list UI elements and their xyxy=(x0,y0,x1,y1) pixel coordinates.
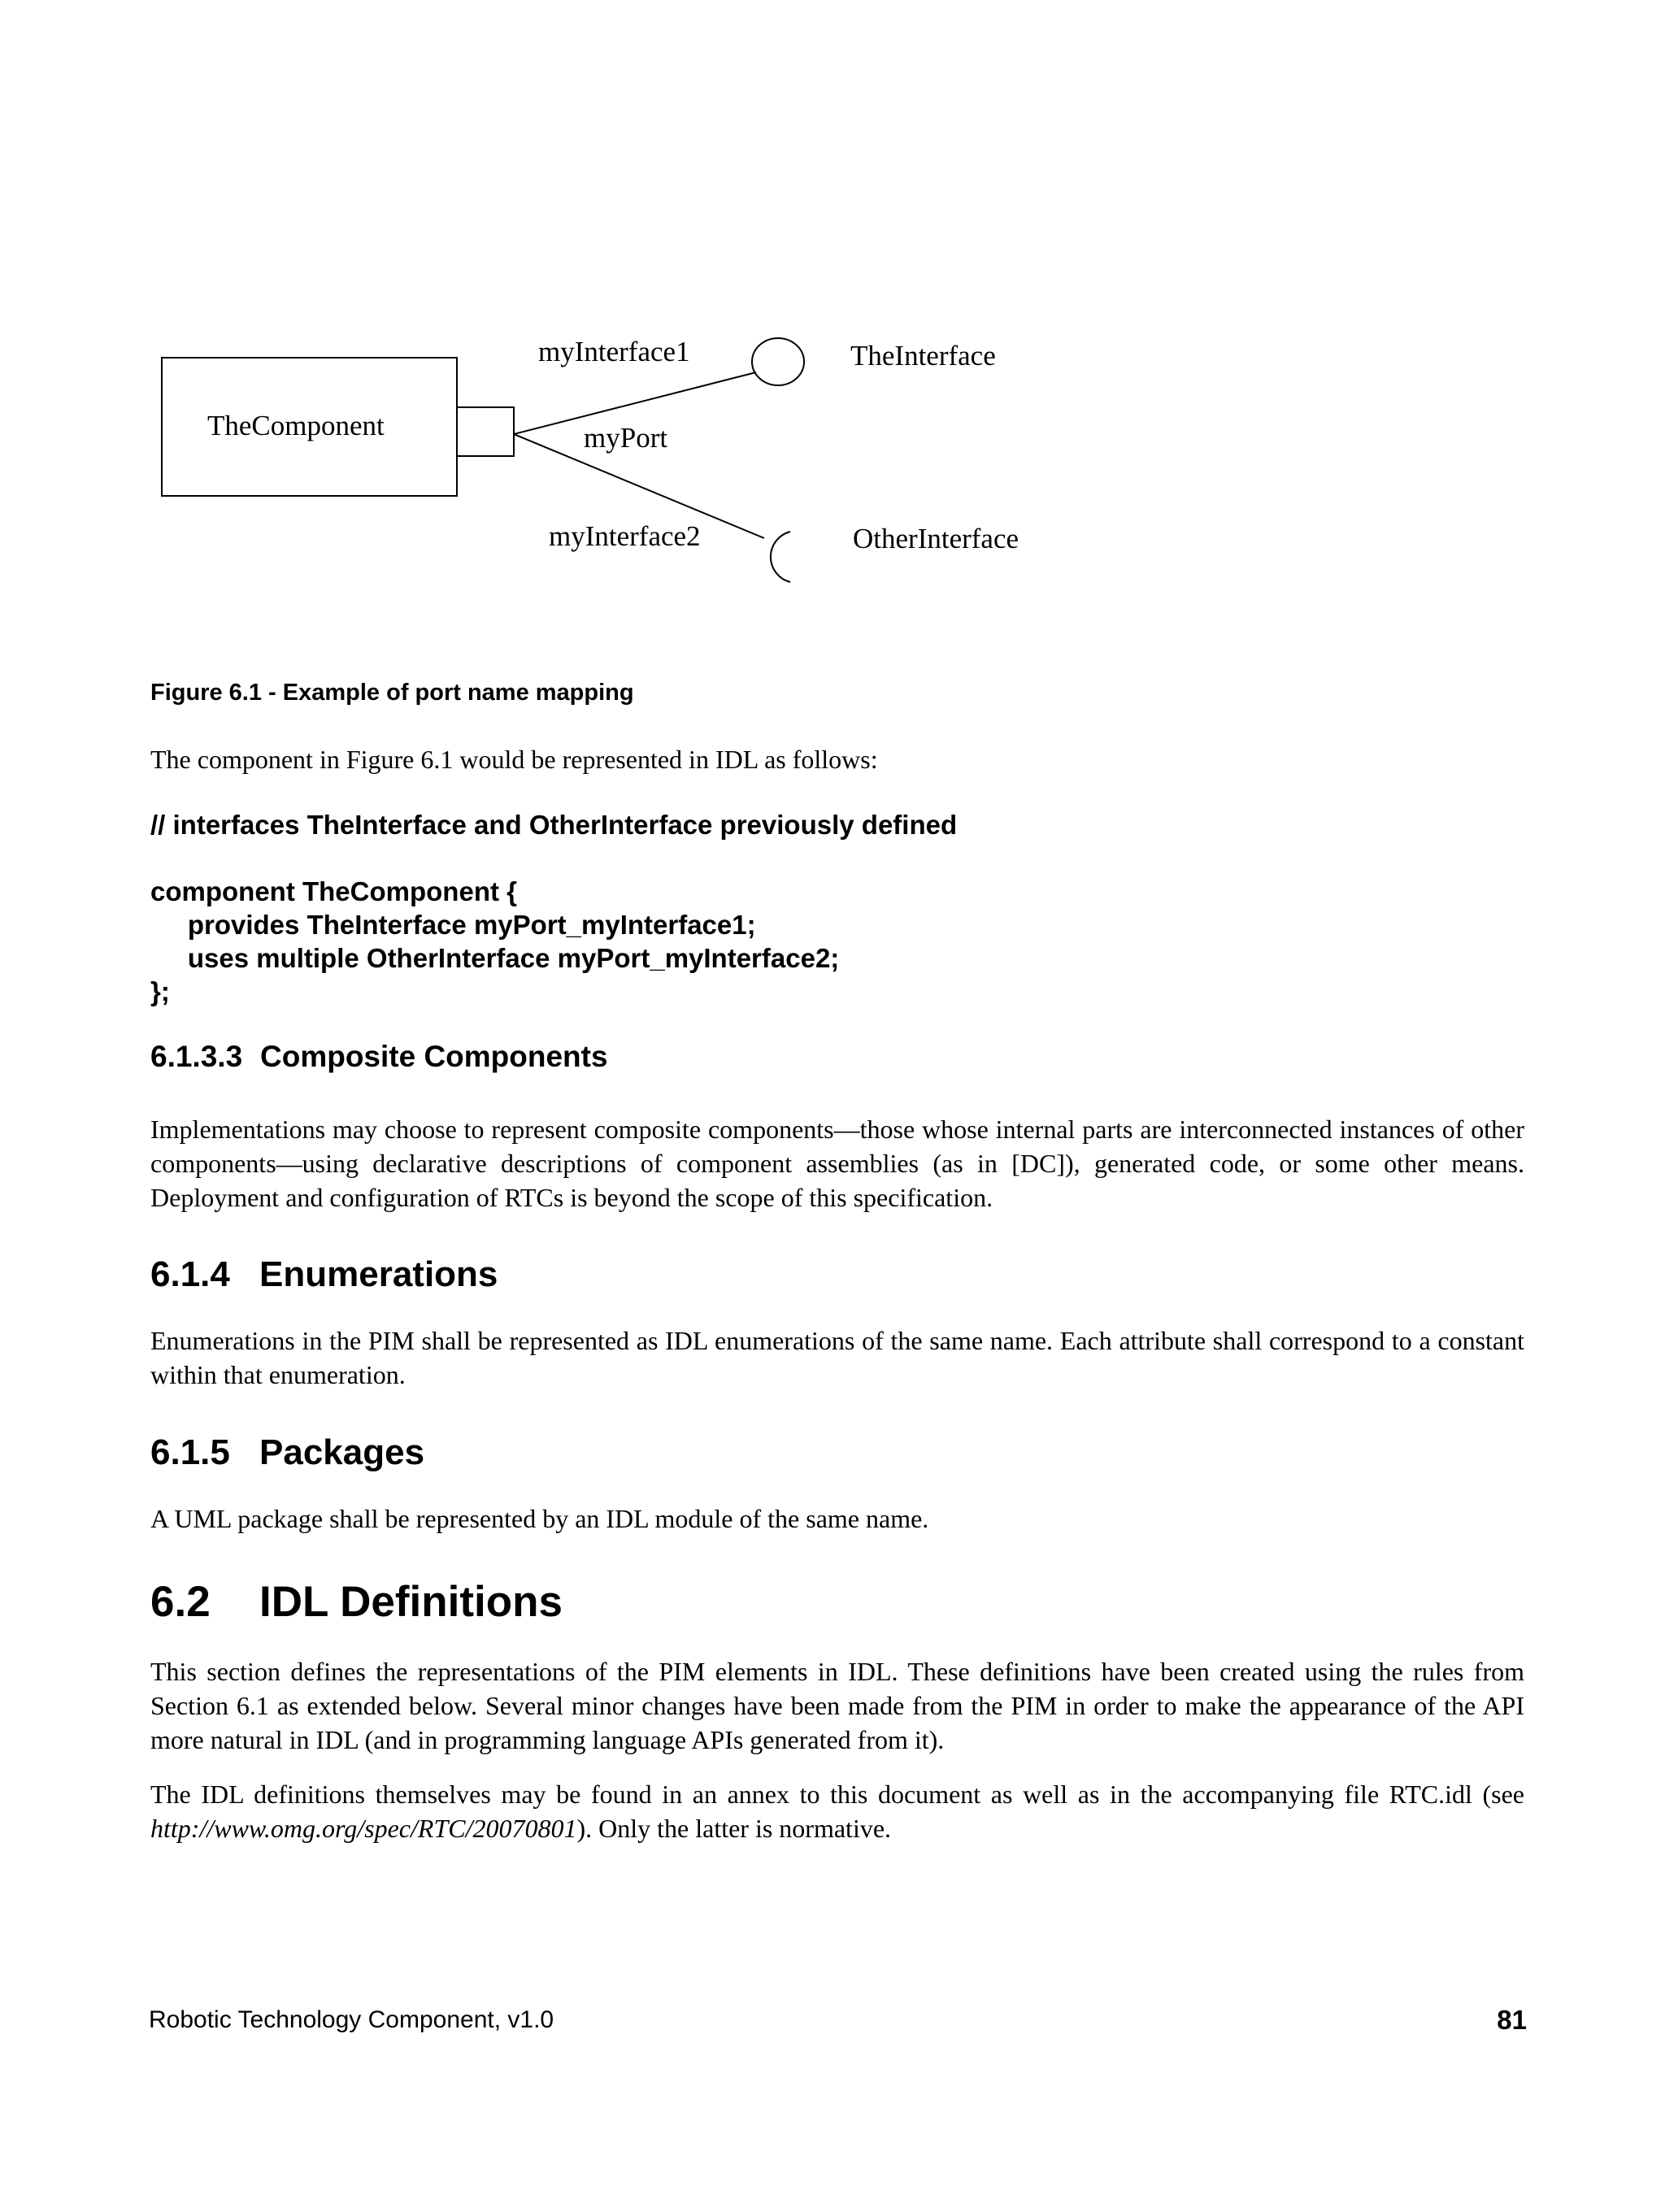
heading-6-1-4 xyxy=(150,1254,498,1295)
packages-paragraph xyxy=(150,1501,1524,1536)
figure-caption: Figure 6.1 - Example of port name mapping xyxy=(150,680,634,706)
interface2-label: myInterface2 xyxy=(549,520,701,552)
intro-text: The component in Figure 6.1 would be represented in IDL as follows: xyxy=(150,745,878,774)
provided-interface-lollipop xyxy=(752,338,804,385)
provided-interface-label: TheInterface xyxy=(850,340,996,372)
enumerations-paragraph xyxy=(150,1323,1524,1392)
port-square xyxy=(457,407,514,456)
component-label: TheComponent xyxy=(207,410,385,441)
paragraph-text: Implementations may choose to represent composite components—those whose internal parts are interconnected instances of other components—using declarative descriptions of component assemblies (as in [DC]), generated code, or some other means. Deployment and configuration of RTCs is beyond the scope of this specification. xyxy=(150,1115,1524,1212)
section-number: 6.2 xyxy=(150,1578,211,1626)
section-title: Enumerations xyxy=(259,1254,498,1294)
spec-url-link[interactable]: http://www.omg.org/spec/RTC/20070801 xyxy=(150,1814,577,1843)
section-title: Packages xyxy=(259,1432,425,1472)
heading-6-2 xyxy=(150,1577,563,1627)
text-segment: ). Only the latter is normative. xyxy=(576,1814,892,1843)
code-line: uses multiple OtherInterface myPort_myInterface2; xyxy=(150,943,840,973)
paragraph-text: A UML package shall be represented by an IDL module of the same name. xyxy=(150,1504,929,1533)
section-number: 6.1.5 xyxy=(150,1432,230,1472)
paragraph-text: Enumerations in the PIM shall be represented as IDL enumerations of the same name. Each attribute shall correspond to a constant within that enumeration. xyxy=(150,1326,1524,1389)
footer-page-number: 81 xyxy=(1497,2005,1527,2035)
port-mapping-diagram xyxy=(0,0,1665,650)
section-number: 6.1.4 xyxy=(150,1254,230,1294)
intro-paragraph xyxy=(150,742,1524,776)
section-title: Composite Components xyxy=(260,1040,608,1073)
code-line: provides TheInterface myPort_myInterface1; xyxy=(150,910,756,940)
port-label: myPort xyxy=(584,422,668,454)
text-segment: The IDL definitions themselves may be found in an annex to this document as well as in the accompanying file RTC.idl (see xyxy=(150,1780,1524,1809)
code-line: }; xyxy=(150,976,170,1006)
code-line: component TheComponent { xyxy=(150,876,517,906)
interface1-label: myInterface1 xyxy=(538,336,690,367)
footer-document-title: Robotic Technology Component, v1.0 xyxy=(149,2006,554,2033)
idl-definitions-paragraph-2 xyxy=(150,1777,1524,1845)
section-number: 6.1.3.3 xyxy=(150,1040,243,1073)
composite-components-paragraph xyxy=(150,1112,1524,1215)
required-interface-socket xyxy=(771,532,790,582)
idl-definitions-paragraph-1 xyxy=(150,1654,1524,1757)
diagram-graphics xyxy=(0,0,1665,650)
heading-6-1-5 xyxy=(150,1432,424,1473)
required-interface-label: OtherInterface xyxy=(853,523,1019,554)
paragraph-text xyxy=(150,1777,1524,1845)
paragraph-text: This section defines the representations of the PIM elements in IDL. These definitions have been created using the rules from Section 6.1 as extended below. Several minor changes have been made from the PIM in order to make the appearance of the API more natural in IDL (and in programming language APIs generated from it). xyxy=(150,1657,1524,1754)
heading-6-1-3-3 xyxy=(150,1040,608,1074)
idl-code-block xyxy=(150,808,957,1008)
section-title: IDL Definitions xyxy=(259,1578,563,1626)
code-line: // interfaces TheInterface and OtherInterface previously defined xyxy=(150,810,958,840)
